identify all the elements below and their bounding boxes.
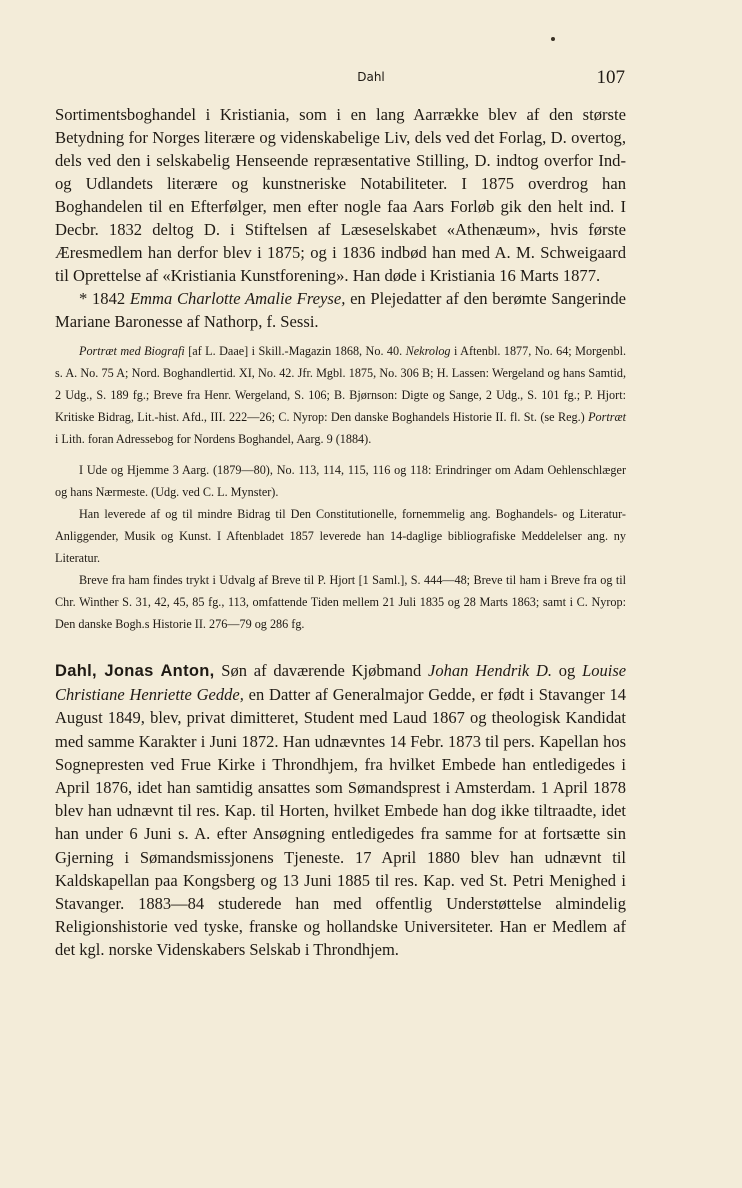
- bibliography-references: [55, 340, 626, 450]
- entry-headword: Dahl, Jonas Anton,: [55, 662, 215, 680]
- father-name: Johan Hendrik D.: [428, 661, 552, 680]
- ink-dot: [551, 37, 555, 41]
- ude-og-hjemme-note: I Ude og Hjemme 3 Aarg. (1879—80), No. 113, 114, 115, 116 og 118: Erindringer om Adam Oehlenschlæger og hans Nærmeste. (Udg. ved C. L. Mynster).: [55, 463, 626, 499]
- portrait-reference-2: i Lith. foran Adressebog for Nordens Boghandel, Aarg. 9 (1884).: [55, 432, 372, 446]
- entry-text-3: en Datter af Generalmajor Gedde, er født i Stavanger 14 August 1849, blev, privat dimitteret, Student med Laud 1867 og theologisk Kandidat med samme Karakter i Juni 1872. Han udnævntes 14 Febr. 1873 til pers. Kapellan hos Sognepresten ved Frue Kirke i Throndhjem, fra hvilket Embede han entledigedes i April 1876, idet han samtidig ansattes som Sømandsprest i Amsterdam. 1 April 1878 blev han udnævnt til res. Kap. til Horten, hvilket Embede han dog ikke tiltraadte, idet han under 6 Juni s. A. efter Ansøgning entledigedes fra samme for at fortsætte sin Gjerning i Sømandsmissjonens Tjeneste. 17 April 1880 blev han udnævnt til Kaldskapellan paa Kongsberg og 13 Juni 1885 til res. Kap. ved St. Petri Menighed i Stavanger. 1883—84 studerede han med offentlig Understøttelse almindelig Religionshistorie ved tyske, franske og hollandske Universiteter. Han er Medlem af det kgl. norske Videnskabers Selskab i Throndhjem.: [55, 685, 627, 960]
- entry-dahl-jonas-anton: [55, 659, 626, 962]
- entry-text-1: Søn af daværende Kjøbmand: [221, 661, 422, 680]
- entry-text-2: og: [558, 661, 576, 680]
- marriage-rest: en Plejedatter af den berømte Sangerinde Mariane Baronesse af Nathorp, f. Sessi.: [55, 289, 626, 331]
- marriage-note: [55, 287, 626, 333]
- page-number: 107: [596, 67, 625, 88]
- contributions-note: Han leverede af og til mindre Bidrag til Den Constitutionelle, fornemmelig ang. Boghandels- og Literatur-Anliggender, Musik og Kunst. I Aftenbladet 1857 leverede han 14-daglige bibliografiske Meddelelser ang. ny Literatur.: [55, 507, 626, 565]
- letters-note: Breve fra ham findes trykt i Udvalg af Breve til P. Hjort [1 Saml.], S. 444—48; Breve til ham i Breve fra og til Chr. Winther S. 31, 42, 45, 85 fg., 113, omfattende Tiden mellem 21 Juli 1835 og 28 Marts 1863; samt i C. Nyrop: Den danske Bogh.s Historie II. 276—79 og 286 fg.: [55, 573, 626, 631]
- portrait-label-2: Portræt: [588, 410, 627, 424]
- portrait-reference: [af L. Daae] i Skill.-Magazin 1868, No. 40.: [188, 344, 403, 358]
- mother-name: Louise Christiane Henriette Gedde,: [55, 661, 627, 705]
- page-body: [55, 103, 626, 962]
- portrait-label: Portræt med Biografi: [79, 344, 185, 358]
- running-title: Dahl: [357, 70, 385, 84]
- nekrolog-references: i Aftenbl. 1877, No. 64; Morgenbl. s. A. No. 75 A; Nord. Boghandlertid. XI, No. 42. Jfr. Mgbl. 1875, No. 306 B; H. Lassen: Wergeland og hans Samtid, 2 Udg., S. 189 fg.; Breve fra Henr. Wergeland, S. 106; B. Bjørnson: Digte og Sange, 2 Udg., S. 101 fg.; P. Hjort: Kritiske Bidrag, Lit.-hist. Afd., III. 222—26; C. Nyrop: Den danske Boghandels Historie II. fl. St. (se Reg.): [55, 344, 627, 424]
- spouse-name: Emma Charlotte Amalie Freyse,: [129, 289, 346, 308]
- marriage-prefix: * 1842: [79, 289, 126, 308]
- nekrolog-label: Nekrolog: [405, 344, 451, 358]
- continued-paragraph: Sortimentsboghandel i Kristiania, som i en lang Aarrække blev af den største Betydning for Norges literære og videnskabelige Liv, dels ved det Forlag, D. overtog, dels ved den i selskabelig Henseende repræsentative Stilling, D. indtog overfor Ind- og Udlandets literære og kunstneriske Notabiliteter. I 1875 overdrog han Boghandelen til en Efterfølger, men efter nogle faa Aars Forløb gik den helt ind. I Decbr. 1832 deltog D. i Stiftelsen af Læseselskabet «Athenæum», hvis første Æresmedlem han derfor blev i 1875; og i 1836 indbød han med A. M. Schweigaard til Oprettelse af «Kristiania Kunstforening». Han døde i Kristiania 16 Marts 1877.: [55, 105, 626, 285]
